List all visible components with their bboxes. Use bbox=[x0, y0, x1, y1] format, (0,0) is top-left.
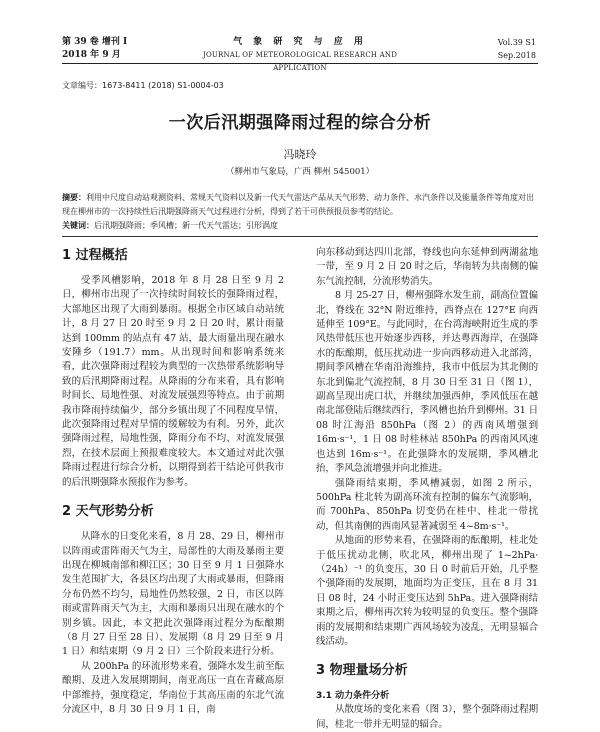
journal-name-cn: 气 象 研 究 与 应 用 bbox=[233, 37, 367, 47]
article-number: 文章编号：1673-8411 (2018) S1-0004-03 bbox=[62, 81, 224, 90]
left-column bbox=[62, 246, 284, 717]
section-2-paragraph-1: 从降水的日变化来看，8 月 28、29 日，柳州市以阵雨或雷阵雨天气为主，局部性的大雨及暴雨主要出现在柳城南部和柳江区；30 日至 9 月 1 日强降水发生范围扩大，各县区均出现了大雨或暴雨，但降雨分布仍然不均匀，局地性仍然较强，2 日，市区以阵雨或雷阵雨天气为主，大雨和暴雨只出现在融水的个别乡镇。因此，本文把此次强降雨过程分为酝酿期（8 月 27 日至 28 日）、发展期（8 月 29 日至 9 月 1 日）和结束期（9 月 2 日）三个阶段来进行分析。 bbox=[62, 531, 284, 658]
article-title: 一次后汛期强降雨过程的综合分析 bbox=[168, 113, 432, 133]
running-header bbox=[0, 0, 600, 72]
continued-paragraph: 向东移动到达四川北部，脊线也向东延伸到两湖盆地一带，至 9 月 2 日 20 时之后，华南转为共南侧的偏东气流控制，分流形势消失。 bbox=[316, 247, 538, 287]
header-rule bbox=[62, 63, 538, 64]
journal-name-en: JOURNAL OF METEOROLOGICAL RESEARCH AND APPLICATION bbox=[202, 51, 398, 72]
volume-issue-cn: 第 39 卷 增刊 I bbox=[62, 37, 128, 47]
section-3-heading: 3 物理量场分析 bbox=[316, 663, 408, 679]
author-affiliation: （柳州市气象局，广西 柳州 545001） bbox=[225, 167, 375, 177]
header-center bbox=[190, 36, 410, 75]
paragraph-monsoon-trough: 8 月 25-27 日，柳州强降水发生前，副高位置偏北，脊线在 32°N 附近维持，西脊点在 127°E 向西延伸至 109°E。与此同时，在台湾海峡附近生成的季风热带低压也开始逐步西移，并达粤西海岸，在强降水的酝酿期，低压扰动进一步向西移动进入北部湾，期间季风槽在华南沿海维持，我市中低层为其北侧的东北到偏北气流控制，8 月 30 日至 31 日（图 1），副高呈现出虎口状，并继续加强西伸，季风低压在越南北部登陆后继续西行，季风槽也抬升到柳州。31 日 08 时江海沿 850hPa（图 2）的西南风增强到 16m·s⁻¹，1 日 08 时桂林站 850hPa 的西南风风速也达到 16m·s⁻¹。在此强降水的发展期，季风槽北抬，季风急流增强并向北推进。 bbox=[316, 290, 538, 475]
paragraph-ending-phase: 强降雨结束期，季风槽减弱，如图 2 所示，500hPa 柱北转为副高环流有控制的偏东气流影响，而 700hPa、850hPa 切变仍在桂中、桂北一带扰动，但其南侧的西南风显著减弱至 4~8m·s⁻¹。 bbox=[316, 477, 538, 532]
section-3-1-paragraph: 从散度场的变化来看（图 3），整个强降雨过程期间，桂北一带并无明显的辐合。 bbox=[316, 704, 538, 730]
date-en: Sep.2018 bbox=[497, 51, 536, 60]
right-column bbox=[316, 246, 538, 732]
section-1-paragraph: 受季风槽影响，2018 年 8 月 28 日至 9 月 2 日，柳州市出现了一次持续时间较长的强降雨过程，大部地区出现了大雨到暴雨。根据全市区域自动站统计，8 月 27 日 20 时至 9 月 2 日 20 时，累计雨量达到 100mm 的站点有 47 站，最大雨量出现在融水安陲乡（191.7）mm。从出现时间和影响系统来看，此次强降雨过程较为典型的一次热带系统影响导致的后汛期降雨过程。从降雨的分布来看，具有影响时间长、局地性强、对流发展强烈等特点。由于前期我市降雨持续偏少，部分乡镇出现了不同程度旱情，此次强降雨过程对旱情的缓解较为有利。另外，此次强降雨过程，局地性强，降雨分布不均、对流发展强烈，在技术层面上预报难度较大。本文通过对此次强降雨过程进行综合分析，以期得到若干结论可供我市的后汛期强降水预报作为参考。 bbox=[62, 275, 284, 488]
abstract-label: 摘要： bbox=[62, 192, 86, 202]
header-right bbox=[480, 36, 536, 62]
abstract-rule bbox=[62, 236, 538, 237]
abstract-text: 利用中尺度自动站观测资料、常规天气资料以及新一代天气雷达产品从天气形势、动力条件、水汽条件以及能量条件等角度对出现在柳州市的一次持续性后汛期强降雨天气过程进行分析，得到了若干可供预报员参考的结论。 bbox=[62, 193, 534, 216]
abstract bbox=[62, 190, 538, 219]
keywords bbox=[62, 219, 538, 232]
keywords-label: 关键词： bbox=[62, 220, 94, 230]
section-1-heading: 1 过程概括 bbox=[62, 248, 128, 263]
section-3-1-heading: 3.1 动力条件分析 bbox=[316, 691, 390, 702]
volume-issue-en: Vol.39 S1 bbox=[497, 38, 536, 47]
paragraph-surface-pattern: 从地面的形势来看，在强降雨的酝酿期，桂北处于低压扰动北侧，吹北风，柳州出现了 1~2hPa·（24h）⁻¹ 的负变压，30 日 0 时前后开始，几乎整个强降雨的发展期，地面均为正变压，且在 8 月 31 日 08 时，24 小时正变压达到 5hPa。进入强降雨结束期之后，柳州再次转为较明显的负变压。整个强降雨的发展期和结束期广西风场较为凌乱，无明显辐合线活动。 bbox=[316, 535, 538, 647]
header-left bbox=[62, 36, 127, 62]
section-2-heading: 2 天气形势分析 bbox=[62, 504, 154, 520]
date-cn: 2018 年 9 月 bbox=[62, 50, 121, 60]
author-name: 冯晓玲 bbox=[283, 148, 317, 161]
section-2-paragraph-2: 从 200hPa 的环流形势来看，强降水发生前至酝酿期、及进入发展期期间，南亚高压一直在青藏高原中部维持，强度稳定，华南位于其高压南的东北气流分流区中，8 月 30 日 9 月 1 日，南 bbox=[62, 660, 284, 715]
keywords-text: 后汛期强降雨；季风槽；新一代天气雷达；引形涡度 bbox=[94, 221, 278, 230]
